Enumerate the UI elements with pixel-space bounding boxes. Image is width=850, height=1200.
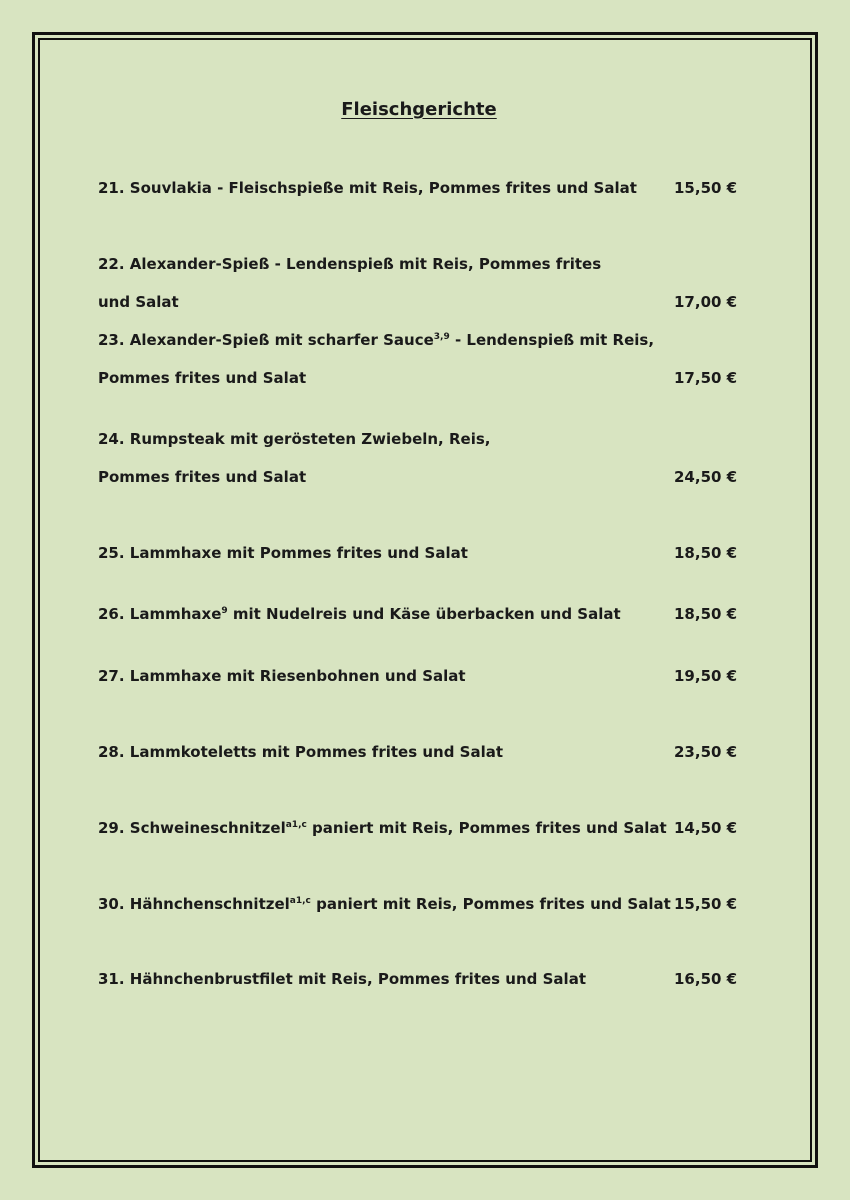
page-title: Fleischgerichte	[341, 99, 497, 120]
allergen-superscript: 3,9	[433, 332, 450, 342]
menu-item-23-name-part1: 23. Alexander-Spieß mit scharfer Sauce	[98, 331, 434, 349]
menu-item-29-name-part2: paniert mit Reis, Pommes frites und Salat	[306, 819, 667, 837]
allergen-superscript: a1,c	[289, 896, 311, 906]
menu-item-22-price: 17,00 €	[674, 293, 738, 311]
menu-item-26-name-part2: mit Nudelreis und Käse überbacken und Salat	[227, 605, 621, 623]
menu-item-23-name-line1	[98, 330, 654, 350]
menu-item-23-name-part2: - Lendenspieß mit Reis,	[449, 331, 655, 349]
menu-item-27-price: 19,50 €	[674, 667, 738, 685]
menu-item-28-name: 28. Lammkoteletts mit Pommes frites und Salat	[98, 743, 504, 761]
menu-item-26-name	[98, 604, 621, 624]
menu-item-27-name: 27. Lammhaxe mit Riesenbohnen und Salat	[98, 667, 466, 685]
menu-item-30-name	[98, 894, 671, 914]
menu-item-24-name-line2: Pommes frites und Salat	[98, 468, 307, 486]
menu-item-31-price: 16,50 €	[674, 970, 738, 988]
menu-item-31-name: 31. Hähnchenbrustfilet mit Reis, Pommes frites und Salat	[98, 970, 586, 988]
menu-item-25-price: 18,50 €	[674, 544, 738, 562]
menu-item-29-name	[98, 818, 667, 838]
menu-item-25-name: 25. Lammhaxe mit Pommes frites und Salat	[98, 544, 468, 562]
menu-item-24-name-line1: 24. Rumpsteak mit gerösteten Zwiebeln, Reis,	[98, 430, 491, 448]
menu-border-inner	[38, 38, 812, 1162]
menu-item-22-name-line2: und Salat	[98, 293, 179, 311]
menu-item-30-price: 15,50 €	[674, 895, 738, 913]
menu-item-23-name-line2: Pommes frites und Salat	[98, 369, 307, 387]
menu-item-23-price: 17,50 €	[674, 369, 738, 387]
menu-item-26-name-part1: 26. Lammhaxe	[98, 605, 222, 623]
menu-item-28-price: 23,50 €	[674, 743, 738, 761]
menu-item-29-price: 14,50 €	[674, 819, 738, 837]
allergen-superscript: 9	[221, 606, 228, 616]
menu-item-29-name-part1: 29. Schweineschnitzel	[98, 819, 286, 837]
menu-item-30-name-part2: paniert mit Reis, Pommes frites und Salat	[310, 895, 671, 913]
allergen-superscript: a1,c	[285, 820, 307, 830]
menu-item-21-price: 15,50 €	[674, 179, 738, 197]
menu-item-26-price: 18,50 €	[674, 605, 738, 623]
menu-item-30-name-part1: 30. Hähnchenschnitzel	[98, 895, 290, 913]
menu-item-22-name-line1: 22. Alexander-Spieß - Lendenspieß mit Reis, Pommes frites	[98, 255, 602, 273]
menu-item-24-price: 24,50 €	[674, 468, 738, 486]
menu-item-21-name: 21. Souvlakia - Fleischspieße mit Reis, Pommes frites und Salat	[98, 179, 637, 197]
